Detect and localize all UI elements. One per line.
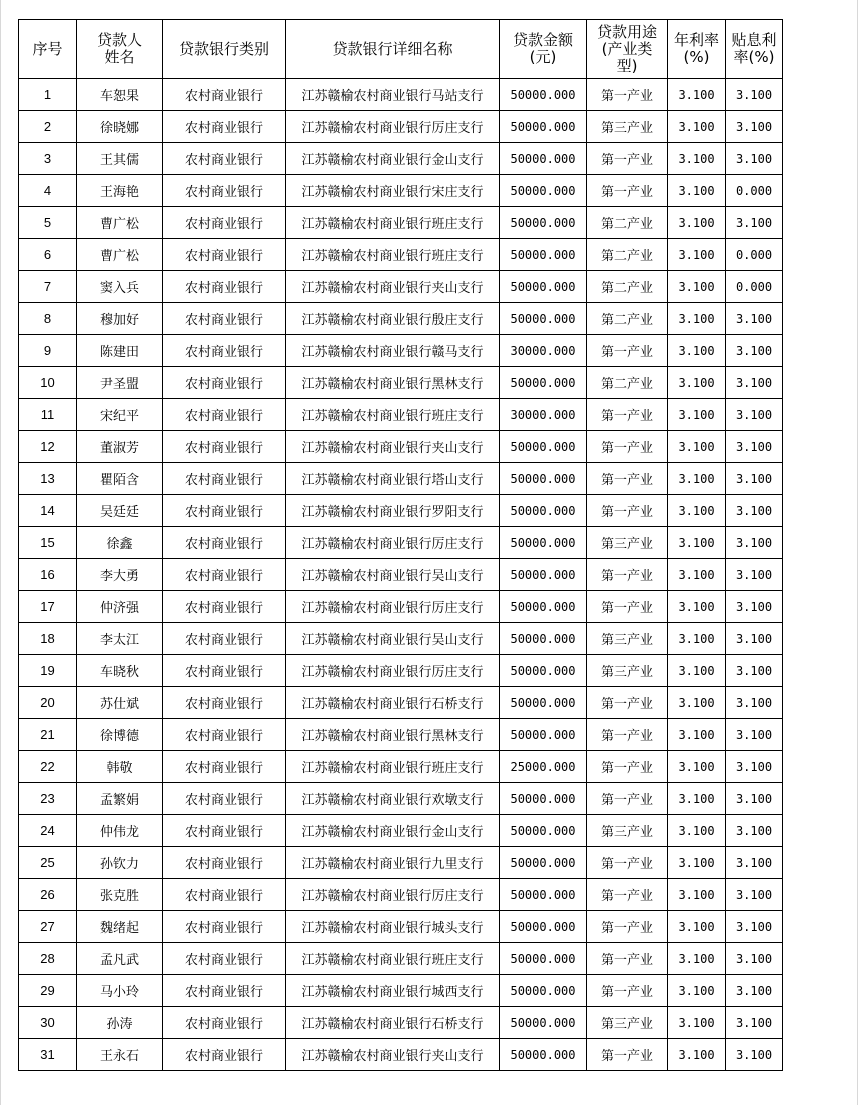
cell-subsidy-rate: 3.100 — [726, 623, 783, 655]
table-row — [19, 623, 783, 655]
cell-index: 23 — [19, 783, 77, 815]
cell-bank-type: 农村商业银行 — [163, 79, 286, 111]
cell-annual-rate: 3.100 — [668, 975, 726, 1007]
cell-loan-amount: 50000.000 — [500, 847, 587, 879]
cell-index: 5 — [19, 207, 77, 239]
cell-bank-type: 农村商业银行 — [163, 175, 286, 207]
cell-bank-type: 农村商业银行 — [163, 751, 286, 783]
cell-subsidy-rate: 3.100 — [726, 655, 783, 687]
cell-index: 1 — [19, 79, 77, 111]
cell-index: 30 — [19, 1007, 77, 1039]
cell-loan-amount: 50000.000 — [500, 143, 587, 175]
cell-annual-rate: 3.100 — [668, 431, 726, 463]
cell-loan-purpose: 第一产业 — [587, 559, 668, 591]
cell-bank-name: 江苏赣榆农村商业银行夹山支行 — [286, 1039, 500, 1071]
cell-bank-name: 江苏赣榆农村商业银行厉庄支行 — [286, 527, 500, 559]
cell-bank-name: 江苏赣榆农村商业银行塔山支行 — [286, 463, 500, 495]
cell-bank-name: 江苏赣榆农村商业银行石桥支行 — [286, 1007, 500, 1039]
cell-loan-purpose: 第三产业 — [587, 655, 668, 687]
cell-borrower-name: 吴廷廷 — [77, 495, 163, 527]
cell-index: 26 — [19, 879, 77, 911]
cell-loan-amount: 50000.000 — [500, 207, 587, 239]
cell-bank-type: 农村商业银行 — [163, 1007, 286, 1039]
table-row — [19, 239, 783, 271]
cell-annual-rate: 3.100 — [668, 559, 726, 591]
cell-annual-rate: 3.100 — [668, 527, 726, 559]
cell-bank-name: 江苏赣榆农村商业银行城西支行 — [286, 975, 500, 1007]
cell-bank-type: 农村商业银行 — [163, 719, 286, 751]
cell-bank-type: 农村商业银行 — [163, 655, 286, 687]
table-row — [19, 975, 783, 1007]
cell-loan-amount: 50000.000 — [500, 1039, 587, 1071]
table-row — [19, 911, 783, 943]
table-row — [19, 79, 783, 111]
cell-bank-type: 农村商业银行 — [163, 783, 286, 815]
cell-subsidy-rate: 3.100 — [726, 687, 783, 719]
cell-annual-rate: 3.100 — [668, 239, 726, 271]
table-row — [19, 431, 783, 463]
cell-borrower-name: 韩敬 — [77, 751, 163, 783]
cell-subsidy-rate: 3.100 — [726, 1007, 783, 1039]
table-row — [19, 847, 783, 879]
table-row — [19, 879, 783, 911]
cell-bank-type: 农村商业银行 — [163, 143, 286, 175]
cell-subsidy-rate: 3.100 — [726, 783, 783, 815]
cell-borrower-name: 陈建田 — [77, 335, 163, 367]
cell-borrower-name: 徐鑫 — [77, 527, 163, 559]
cell-annual-rate: 3.100 — [668, 943, 726, 975]
cell-loan-purpose: 第一产业 — [587, 879, 668, 911]
cell-annual-rate: 3.100 — [668, 687, 726, 719]
header-borrower-name — [77, 20, 163, 79]
cell-index: 10 — [19, 367, 77, 399]
cell-borrower-name: 窦入兵 — [77, 271, 163, 303]
cell-loan-amount: 50000.000 — [500, 175, 587, 207]
cell-bank-type: 农村商业银行 — [163, 367, 286, 399]
cell-borrower-name: 董淑芳 — [77, 431, 163, 463]
table-row — [19, 591, 783, 623]
cell-subsidy-rate: 0.000 — [726, 271, 783, 303]
table-row — [19, 815, 783, 847]
cell-loan-amount: 50000.000 — [500, 527, 587, 559]
cell-borrower-name: 宋纪平 — [77, 399, 163, 431]
table-row — [19, 687, 783, 719]
cell-bank-name: 江苏赣榆农村商业银行班庄支行 — [286, 239, 500, 271]
table-row — [19, 271, 783, 303]
cell-borrower-name: 王永石 — [77, 1039, 163, 1071]
cell-annual-rate: 3.100 — [668, 751, 726, 783]
table-row — [19, 143, 783, 175]
cell-loan-amount: 50000.000 — [500, 687, 587, 719]
page-left-edge — [0, 0, 1, 1105]
cell-annual-rate: 3.100 — [668, 335, 726, 367]
cell-subsidy-rate: 3.100 — [726, 207, 783, 239]
table-row — [19, 1039, 783, 1071]
cell-loan-purpose: 第一产业 — [587, 143, 668, 175]
cell-bank-name: 江苏赣榆农村商业银行宋庄支行 — [286, 175, 500, 207]
cell-bank-name: 江苏赣榆农村商业银行班庄支行 — [286, 399, 500, 431]
cell-bank-name: 江苏赣榆农村商业银行城头支行 — [286, 911, 500, 943]
cell-loan-purpose: 第一产业 — [587, 719, 668, 751]
cell-index: 17 — [19, 591, 77, 623]
cell-loan-amount: 50000.000 — [500, 431, 587, 463]
header-label: 序号 — [32, 39, 63, 58]
cell-index: 21 — [19, 719, 77, 751]
cell-loan-purpose: 第三产业 — [587, 623, 668, 655]
cell-bank-type: 农村商业银行 — [163, 623, 286, 655]
cell-bank-name: 江苏赣榆农村商业银行罗阳支行 — [286, 495, 500, 527]
cell-subsidy-rate: 3.100 — [726, 303, 783, 335]
cell-bank-name: 江苏赣榆农村商业银行金山支行 — [286, 143, 500, 175]
cell-loan-amount: 50000.000 — [500, 495, 587, 527]
cell-loan-purpose: 第三产业 — [587, 815, 668, 847]
cell-loan-purpose: 第二产业 — [587, 207, 668, 239]
cell-bank-name: 江苏赣榆农村商业银行殷庄支行 — [286, 303, 500, 335]
cell-annual-rate: 3.100 — [668, 143, 726, 175]
cell-loan-amount: 50000.000 — [500, 559, 587, 591]
cell-subsidy-rate: 3.100 — [726, 591, 783, 623]
cell-subsidy-rate: 3.100 — [726, 943, 783, 975]
cell-index: 8 — [19, 303, 77, 335]
cell-bank-name: 江苏赣榆农村商业银行吴山支行 — [286, 559, 500, 591]
cell-borrower-name: 曹广松 — [77, 207, 163, 239]
header-label: 贴息利 率(%) — [731, 31, 777, 66]
cell-index: 19 — [19, 655, 77, 687]
cell-loan-amount: 50000.000 — [500, 591, 587, 623]
table-row — [19, 1007, 783, 1039]
cell-loan-purpose: 第一产业 — [587, 175, 668, 207]
cell-subsidy-rate: 3.100 — [726, 111, 783, 143]
cell-bank-name: 江苏赣榆农村商业银行金山支行 — [286, 815, 500, 847]
cell-bank-type: 农村商业银行 — [163, 335, 286, 367]
cell-annual-rate: 3.100 — [668, 623, 726, 655]
cell-bank-name: 江苏赣榆农村商业银行夹山支行 — [286, 431, 500, 463]
cell-index: 4 — [19, 175, 77, 207]
cell-subsidy-rate: 3.100 — [726, 815, 783, 847]
cell-loan-purpose: 第一产业 — [587, 495, 668, 527]
cell-index: 13 — [19, 463, 77, 495]
cell-subsidy-rate: 3.100 — [726, 431, 783, 463]
cell-annual-rate: 3.100 — [668, 271, 726, 303]
cell-annual-rate: 3.100 — [668, 207, 726, 239]
table-row — [19, 527, 783, 559]
cell-loan-purpose: 第一产业 — [587, 463, 668, 495]
cell-bank-name: 江苏赣榆农村商业银行厉庄支行 — [286, 111, 500, 143]
cell-bank-type: 农村商业银行 — [163, 463, 286, 495]
cell-borrower-name: 孟繁娟 — [77, 783, 163, 815]
cell-loan-amount: 50000.000 — [500, 79, 587, 111]
cell-bank-name: 江苏赣榆农村商业银行班庄支行 — [286, 207, 500, 239]
table-row — [19, 399, 783, 431]
cell-index: 3 — [19, 143, 77, 175]
cell-bank-type: 农村商业银行 — [163, 879, 286, 911]
cell-subsidy-rate: 3.100 — [726, 463, 783, 495]
cell-loan-amount: 50000.000 — [500, 911, 587, 943]
cell-bank-name: 江苏赣榆农村商业银行厉庄支行 — [286, 879, 500, 911]
table-row — [19, 175, 783, 207]
cell-loan-amount: 50000.000 — [500, 623, 587, 655]
cell-bank-type: 农村商业银行 — [163, 271, 286, 303]
cell-loan-purpose: 第一产业 — [587, 431, 668, 463]
cell-borrower-name: 李大勇 — [77, 559, 163, 591]
header-label: 贷款人 姓名 — [96, 31, 142, 66]
cell-loan-purpose: 第三产业 — [587, 111, 668, 143]
cell-bank-name: 江苏赣榆农村商业银行夹山支行 — [286, 271, 500, 303]
cell-loan-amount: 50000.000 — [500, 655, 587, 687]
cell-loan-purpose: 第三产业 — [587, 1007, 668, 1039]
cell-loan-purpose: 第一产业 — [587, 911, 668, 943]
table-row — [19, 783, 783, 815]
header-bank-type — [163, 20, 286, 79]
cell-index: 6 — [19, 239, 77, 271]
cell-loan-amount: 50000.000 — [500, 463, 587, 495]
cell-loan-purpose: 第一产业 — [587, 751, 668, 783]
cell-index: 24 — [19, 815, 77, 847]
cell-subsidy-rate: 3.100 — [726, 975, 783, 1007]
table-row — [19, 559, 783, 591]
cell-annual-rate: 3.100 — [668, 879, 726, 911]
cell-index: 7 — [19, 271, 77, 303]
cell-loan-amount: 30000.000 — [500, 399, 587, 431]
cell-loan-amount: 50000.000 — [500, 815, 587, 847]
cell-borrower-name: 车恕果 — [77, 79, 163, 111]
header-loan-purpose — [587, 20, 668, 79]
cell-loan-purpose: 第一产业 — [587, 335, 668, 367]
cell-bank-type: 农村商业银行 — [163, 1039, 286, 1071]
cell-borrower-name: 张克胜 — [77, 879, 163, 911]
cell-subsidy-rate: 3.100 — [726, 367, 783, 399]
cell-loan-purpose: 第一产业 — [587, 399, 668, 431]
cell-subsidy-rate: 3.100 — [726, 495, 783, 527]
table-row — [19, 335, 783, 367]
cell-borrower-name: 马小玲 — [77, 975, 163, 1007]
cell-bank-type: 农村商业银行 — [163, 399, 286, 431]
cell-borrower-name: 孙涛 — [77, 1007, 163, 1039]
cell-annual-rate: 3.100 — [668, 591, 726, 623]
cell-borrower-name: 李太江 — [77, 623, 163, 655]
cell-index: 2 — [19, 111, 77, 143]
table-row — [19, 655, 783, 687]
cell-loan-purpose: 第一产业 — [587, 783, 668, 815]
cell-subsidy-rate: 3.100 — [726, 719, 783, 751]
cell-subsidy-rate: 3.100 — [726, 143, 783, 175]
cell-borrower-name: 徐博德 — [77, 719, 163, 751]
cell-loan-amount: 50000.000 — [500, 719, 587, 751]
cell-loan-amount: 50000.000 — [500, 239, 587, 271]
cell-loan-purpose: 第一产业 — [587, 847, 668, 879]
header-bank-name — [286, 20, 500, 79]
table-body — [19, 79, 783, 1071]
cell-bank-name: 江苏赣榆农村商业银行九里支行 — [286, 847, 500, 879]
cell-loan-amount: 50000.000 — [500, 879, 587, 911]
cell-index: 15 — [19, 527, 77, 559]
cell-loan-purpose: 第三产业 — [587, 527, 668, 559]
cell-loan-amount: 50000.000 — [500, 367, 587, 399]
cell-annual-rate: 3.100 — [668, 495, 726, 527]
header-subsidy-rate — [726, 20, 783, 79]
cell-borrower-name: 仲伟龙 — [77, 815, 163, 847]
cell-index: 9 — [19, 335, 77, 367]
cell-index: 25 — [19, 847, 77, 879]
table-row — [19, 111, 783, 143]
cell-bank-type: 农村商业银行 — [163, 527, 286, 559]
cell-loan-amount: 30000.000 — [500, 335, 587, 367]
cell-loan-purpose: 第一产业 — [587, 975, 668, 1007]
table-row — [19, 207, 783, 239]
cell-annual-rate: 3.100 — [668, 463, 726, 495]
cell-annual-rate: 3.100 — [668, 367, 726, 399]
cell-subsidy-rate: 3.100 — [726, 751, 783, 783]
cell-subsidy-rate: 0.000 — [726, 175, 783, 207]
cell-borrower-name: 孙钦力 — [77, 847, 163, 879]
cell-subsidy-rate: 3.100 — [726, 847, 783, 879]
header-row — [19, 20, 783, 79]
cell-bank-type: 农村商业银行 — [163, 847, 286, 879]
cell-subsidy-rate: 3.100 — [726, 879, 783, 911]
cell-loan-purpose: 第一产业 — [587, 687, 668, 719]
cell-annual-rate: 3.100 — [668, 911, 726, 943]
header-label: 贷款银行类别 — [178, 39, 269, 58]
cell-annual-rate: 3.100 — [668, 303, 726, 335]
cell-bank-type: 农村商业银行 — [163, 911, 286, 943]
cell-loan-purpose: 第二产业 — [587, 271, 668, 303]
cell-bank-type: 农村商业银行 — [163, 207, 286, 239]
cell-index: 14 — [19, 495, 77, 527]
cell-annual-rate: 3.100 — [668, 1007, 726, 1039]
cell-subsidy-rate: 3.100 — [726, 1039, 783, 1071]
cell-index: 28 — [19, 943, 77, 975]
cell-borrower-name: 王其儒 — [77, 143, 163, 175]
cell-bank-type: 农村商业银行 — [163, 559, 286, 591]
table-row — [19, 367, 783, 399]
cell-loan-amount: 50000.000 — [500, 271, 587, 303]
cell-index: 22 — [19, 751, 77, 783]
cell-borrower-name: 苏仕斌 — [77, 687, 163, 719]
cell-bank-type: 农村商业银行 — [163, 975, 286, 1007]
loan-table — [18, 19, 783, 1071]
cell-loan-purpose: 第一产业 — [587, 943, 668, 975]
cell-bank-type: 农村商业银行 — [163, 303, 286, 335]
cell-index: 20 — [19, 687, 77, 719]
cell-loan-purpose: 第二产业 — [587, 303, 668, 335]
table-row — [19, 463, 783, 495]
cell-annual-rate: 3.100 — [668, 655, 726, 687]
cell-annual-rate: 3.100 — [668, 399, 726, 431]
cell-subsidy-rate: 3.100 — [726, 911, 783, 943]
cell-borrower-name: 徐晓娜 — [77, 111, 163, 143]
cell-bank-name: 江苏赣榆农村商业银行赣马支行 — [286, 335, 500, 367]
cell-loan-amount: 50000.000 — [500, 975, 587, 1007]
cell-bank-type: 农村商业银行 — [163, 239, 286, 271]
cell-annual-rate: 3.100 — [668, 79, 726, 111]
cell-borrower-name: 穆加好 — [77, 303, 163, 335]
header-annual-rate — [668, 20, 726, 79]
cell-bank-name: 江苏赣榆农村商业银行班庄支行 — [286, 943, 500, 975]
cell-annual-rate: 3.100 — [668, 719, 726, 751]
cell-annual-rate: 3.100 — [668, 815, 726, 847]
cell-index: 18 — [19, 623, 77, 655]
cell-borrower-name: 仲济强 — [77, 591, 163, 623]
cell-subsidy-rate: 3.100 — [726, 527, 783, 559]
table-row — [19, 943, 783, 975]
cell-loan-amount: 50000.000 — [500, 111, 587, 143]
cell-loan-amount: 50000.000 — [500, 783, 587, 815]
cell-index: 12 — [19, 431, 77, 463]
cell-bank-type: 农村商业银行 — [163, 431, 286, 463]
cell-bank-name: 江苏赣榆农村商业银行石桥支行 — [286, 687, 500, 719]
cell-subsidy-rate: 3.100 — [726, 335, 783, 367]
cell-borrower-name: 孟凡武 — [77, 943, 163, 975]
cell-bank-name: 江苏赣榆农村商业银行厉庄支行 — [286, 655, 500, 687]
cell-bank-name: 江苏赣榆农村商业银行班庄支行 — [286, 751, 500, 783]
cell-bank-name: 江苏赣榆农村商业银行马站支行 — [286, 79, 500, 111]
cell-borrower-name: 车晓秋 — [77, 655, 163, 687]
cell-loan-amount: 50000.000 — [500, 303, 587, 335]
cell-borrower-name: 曹广松 — [77, 239, 163, 271]
cell-borrower-name: 尹圣盟 — [77, 367, 163, 399]
cell-bank-name: 江苏赣榆农村商业银行欢墩支行 — [286, 783, 500, 815]
cell-annual-rate: 3.100 — [668, 847, 726, 879]
header-label: 年利率 (%) — [673, 31, 719, 66]
cell-bank-type: 农村商业银行 — [163, 815, 286, 847]
header-loan-amount — [500, 20, 587, 79]
cell-index: 27 — [19, 911, 77, 943]
cell-index: 16 — [19, 559, 77, 591]
cell-bank-name: 江苏赣榆农村商业银行黑林支行 — [286, 719, 500, 751]
cell-borrower-name: 瞿陌含 — [77, 463, 163, 495]
table-row — [19, 303, 783, 335]
cell-subsidy-rate: 3.100 — [726, 399, 783, 431]
cell-borrower-name: 王海艳 — [77, 175, 163, 207]
header-label: 贷款银行详细名称 — [332, 39, 453, 58]
cell-borrower-name: 魏绪起 — [77, 911, 163, 943]
cell-index: 29 — [19, 975, 77, 1007]
header-label: 贷款金额 (元) — [512, 31, 573, 66]
cell-bank-type: 农村商业银行 — [163, 111, 286, 143]
cell-subsidy-rate: 3.100 — [726, 559, 783, 591]
cell-loan-amount: 50000.000 — [500, 943, 587, 975]
cell-annual-rate: 3.100 — [668, 111, 726, 143]
cell-loan-amount: 25000.000 — [500, 751, 587, 783]
cell-index: 31 — [19, 1039, 77, 1071]
cell-subsidy-rate: 0.000 — [726, 239, 783, 271]
cell-index: 11 — [19, 399, 77, 431]
cell-bank-type: 农村商业银行 — [163, 687, 286, 719]
cell-bank-type: 农村商业银行 — [163, 591, 286, 623]
cell-bank-type: 农村商业银行 — [163, 943, 286, 975]
cell-bank-name: 江苏赣榆农村商业银行黑林支行 — [286, 367, 500, 399]
cell-loan-purpose: 第二产业 — [587, 239, 668, 271]
header-label: 贷款用途 (产业类 型) — [596, 22, 657, 75]
cell-subsidy-rate: 3.100 — [726, 79, 783, 111]
cell-loan-purpose: 第二产业 — [587, 367, 668, 399]
table-row — [19, 495, 783, 527]
cell-annual-rate: 3.100 — [668, 1039, 726, 1071]
cell-loan-purpose: 第一产业 — [587, 1039, 668, 1071]
cell-bank-name: 江苏赣榆农村商业银行吴山支行 — [286, 623, 500, 655]
table-row — [19, 719, 783, 751]
cell-loan-amount: 50000.000 — [500, 1007, 587, 1039]
cell-loan-purpose: 第一产业 — [587, 79, 668, 111]
cell-annual-rate: 3.100 — [668, 783, 726, 815]
table-row — [19, 751, 783, 783]
cell-bank-name: 江苏赣榆农村商业银行厉庄支行 — [286, 591, 500, 623]
cell-annual-rate: 3.100 — [668, 175, 726, 207]
cell-loan-purpose: 第一产业 — [587, 591, 668, 623]
header-index — [19, 20, 77, 79]
cell-bank-type: 农村商业银行 — [163, 495, 286, 527]
